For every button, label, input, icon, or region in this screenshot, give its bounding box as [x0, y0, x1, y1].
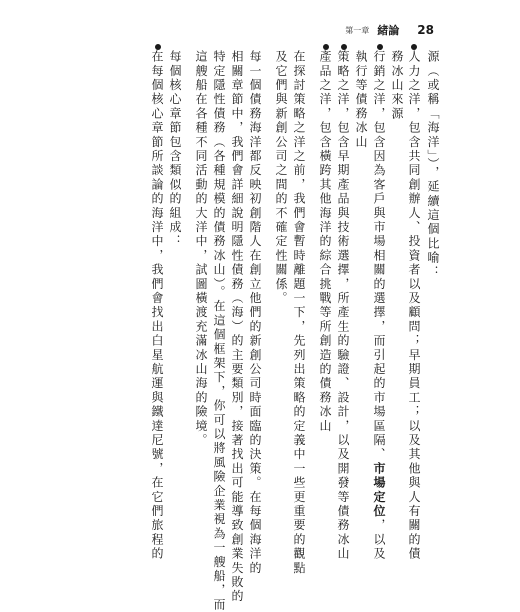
text-column-9: 及它們與新創公司之間的不確定性關係。: [274, 50, 288, 306]
text-column-3: 務冰山來源: [390, 50, 404, 121]
text-column-8: 在探討策略之洋之前，我們會暫時離題一下，先列出策略的定義中一些更重要的觀點: [292, 50, 306, 576]
text-column-10: 每一個債務海洋都反映初創階人在創立他們的新創公司時面臨的決策。在每個海洋的: [248, 50, 262, 576]
page-header: [345, 22, 434, 38]
page-number: 28: [417, 23, 434, 37]
text-column-5: 執行等債務冰山: [354, 50, 368, 150]
emphasis-text: 市場定位: [372, 461, 386, 519]
text-column-12: 特定隱性債務（各種規模的債務冰山）。在這個框架下，你可以將風險企業視為一艘船，而: [212, 50, 226, 612]
body-text: [80, 50, 440, 612]
emphasis-trail: ，以及: [372, 518, 386, 562]
text-column-11: 相關章節中，我們會詳細說明隱性債務（海）的主要類別，接著找出可能導致創業失敗的: [230, 50, 244, 604]
text-column-13: 這艘船在各種不同活動的大洋中，試圖橫渡充滿冰山海的險境。: [194, 50, 208, 448]
text-column-4: [372, 50, 386, 561]
text-column-15: 在每個核心章節所談論的海洋中，我們會找出白星航運與鐵達尼號，在它們旅程的: [150, 50, 164, 562]
chapter-title: 緒論: [377, 24, 400, 37]
text-column-14: 每個核心章節包含類似的組成：: [168, 50, 182, 249]
text-column-1: 源（或稱「海洋」），延續這個比喻：: [426, 50, 440, 280]
chapter-label: 第一章: [345, 25, 370, 35]
text-column-7: 產品之洋，包含橫跨其他海洋的綜合挑戰等所創造的債務冰山: [318, 50, 332, 434]
text-column-2: 人力之洋，包含共同創辦人、投資者以及顧問；早期員工；以及其他與人有關的債: [407, 50, 421, 562]
text-column-6: 策略之洋，包含早期產品與技術選擇，所產生的驗證、設計，以及開發等債務冰山: [336, 50, 350, 562]
text-column-4-lead: 行銷之洋，包含因為客戶與市場相關的選擇，而引起的市場區隔、: [372, 50, 386, 462]
